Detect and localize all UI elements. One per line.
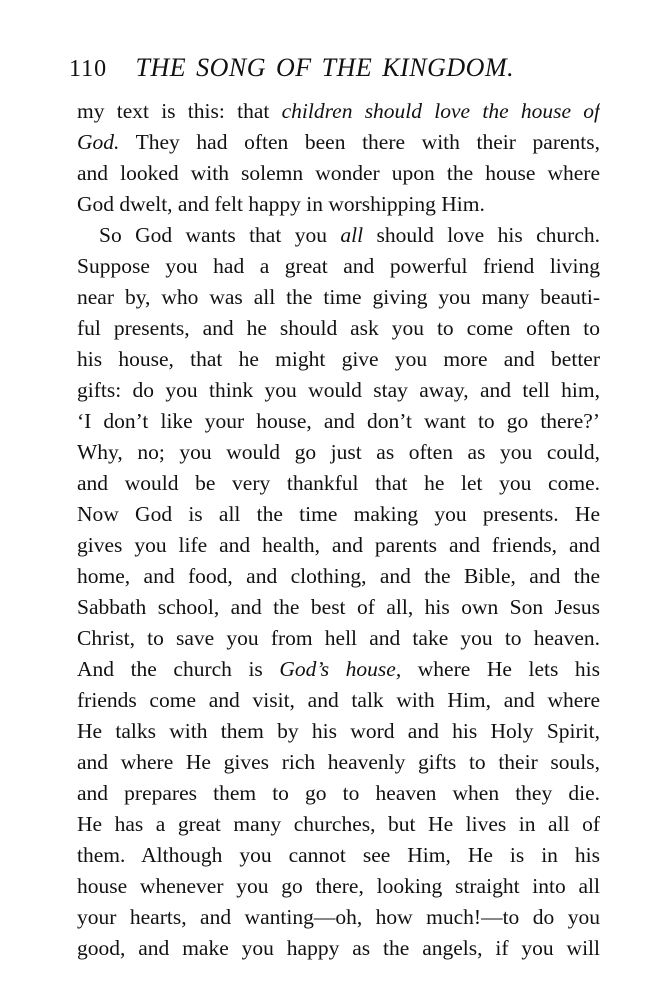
text-line [77,96,600,127]
text-segment: his house, that he might give you more and better [77,347,600,371]
text-line [77,561,600,592]
text-line [77,716,600,747]
text-segment: your hearts, and wanting—oh, how much!—to do you [77,905,600,929]
text-segment: ‘I don’t like your house, and don’t want to go there?’ [77,409,600,433]
text-line [77,189,600,220]
text-segment: and where He gives rich heavenly gifts to their souls, [77,750,600,774]
text-line [77,747,600,778]
text-line [77,313,600,344]
text-segment: So God wants that you [99,223,341,247]
text-segment: God dwelt, and felt happy in worshipping Him. [77,192,485,216]
text-line [77,375,600,406]
text-line [77,778,600,809]
italic-text: all [340,223,364,247]
text-segment: Sabbath school, and the best of all, his own Son Jesus [77,595,600,619]
text-line [77,468,600,499]
text-segment: Suppose you had a great and powerful friend living [77,254,600,278]
text-segment: gives you life and health, and parents and friends, and [77,533,600,557]
text-line [77,220,600,251]
text-segment: them. Although you cannot see Him, He is in his [77,843,600,867]
text-segment: Now God is all the time making you presents. He [77,502,600,526]
text-line [77,499,600,530]
text-segment: friends come and visit, and talk with Him, and where [77,688,600,712]
text-line [77,902,600,933]
text-line [77,282,600,313]
text-segment: and would be very thankful that he let you come. [77,471,600,495]
text-segment: Why, no; you would go just as often as you could, [77,440,600,464]
text-segment: and prepares them to go to heaven when they die. [77,781,600,805]
text-segment: He has a great many churches, but He lives in all of [77,812,600,836]
text-line [77,840,600,871]
text-segment: Christ, to save you from hell and take you to heaven. [77,626,600,650]
text-line [77,406,600,437]
text-segment: They had often been there with their parents, [119,130,600,154]
text-line [77,592,600,623]
text-segment: and looked with solemn wonder upon the house where [77,161,600,185]
text-line [77,933,600,964]
text-line [77,158,600,189]
text-segment: And the church is [77,657,280,681]
book-title: THE SONG OF THE KINGDOM. [135,53,515,82]
running-head [69,48,609,88]
text-segment: ful presents, and he should ask you to come often to [77,316,600,340]
italic-text: God. [77,130,120,154]
text-segment: should love his church. [363,223,600,247]
text-line [77,437,600,468]
italic-text: children should love the house of [281,99,600,123]
text-segment: He talks with them by his word and his Holy Spirit, [77,719,600,743]
text-segment: house whenever you go there, looking straight into all [77,874,600,898]
text-line [77,685,600,716]
text-line [77,530,600,561]
text-segment: home, and food, and clothing, and the Bible, and the [77,564,600,588]
text-line [77,344,600,375]
text-line [77,871,600,902]
text-line [77,251,600,282]
text-segment: where He lets his [401,657,600,681]
text-segment: near by, who was all the time giving you many beauti- [77,285,600,309]
text-segment: gifts: do you think you would stay away, and tell him, [77,378,600,402]
text-line [77,654,600,685]
text-line [77,623,600,654]
body-text [77,96,600,964]
text-line [77,809,600,840]
italic-text: God’s house, [279,657,402,681]
text-segment: good, and make you happy as the angels, if you will [77,936,600,960]
text-segment: my text is this: that [77,99,282,123]
page-number: 110 [69,56,108,82]
text-line [77,127,600,158]
